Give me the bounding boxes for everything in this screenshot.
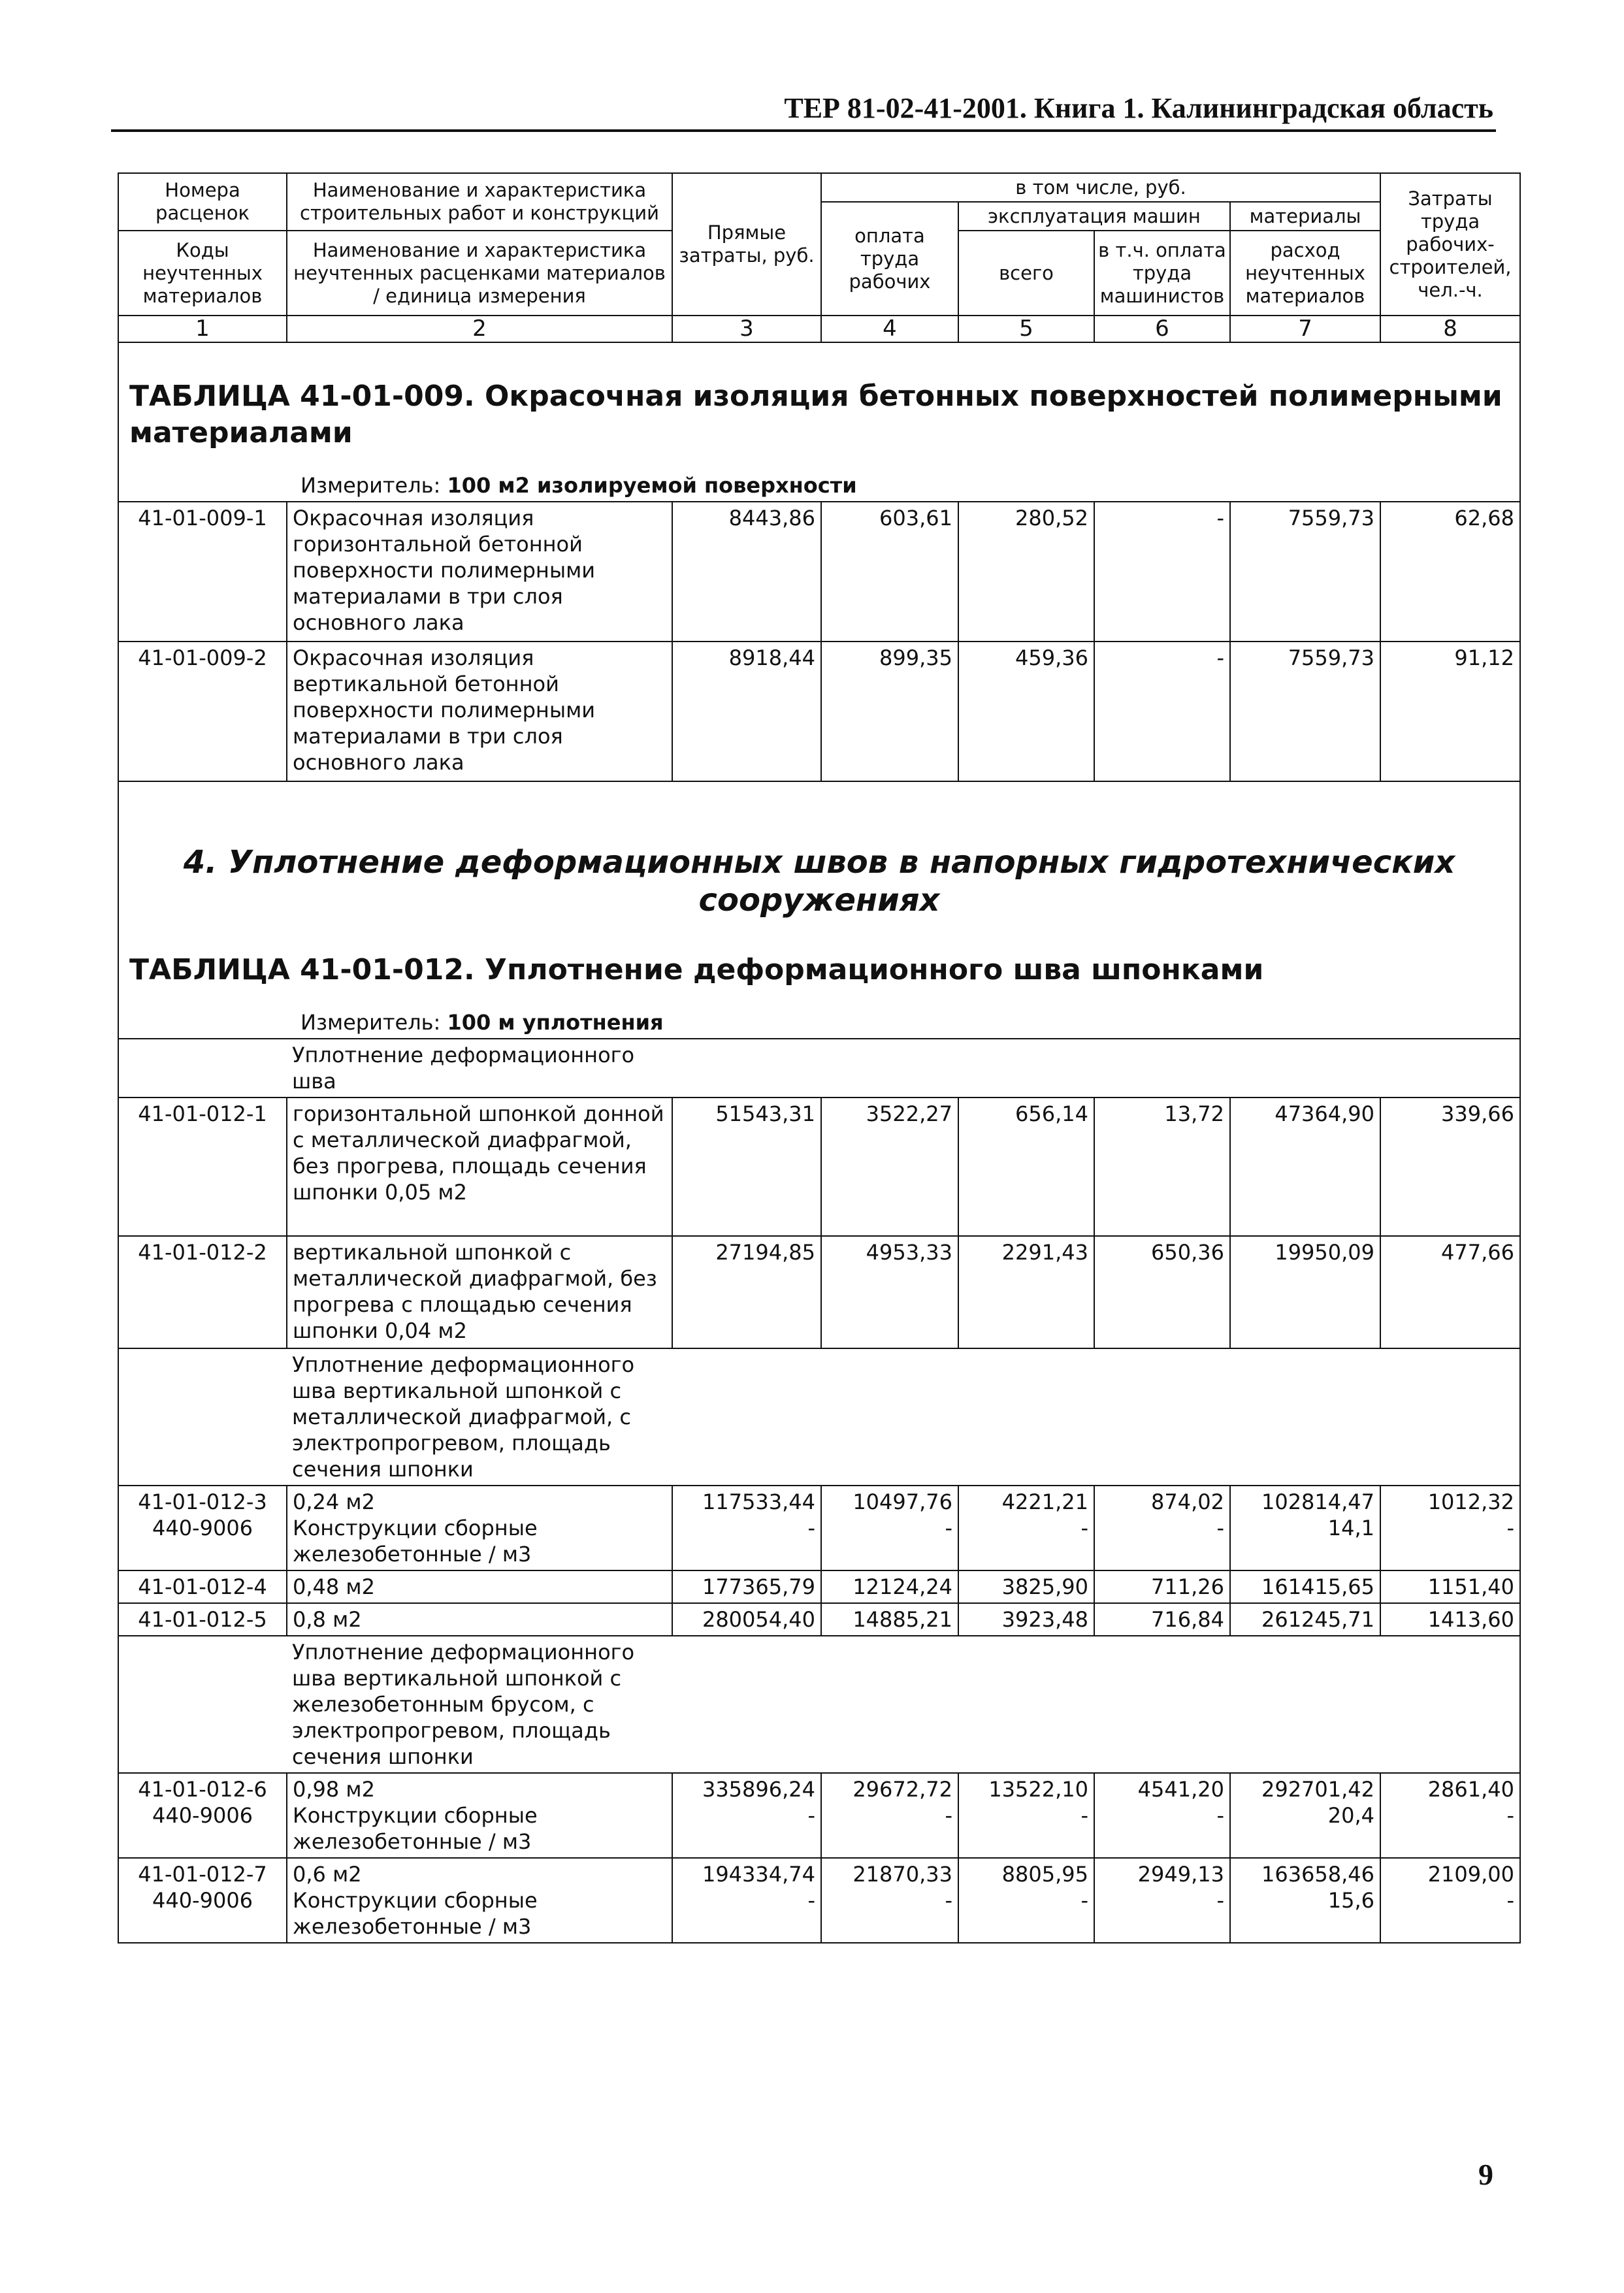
direct-costs: 117533,44 [702,1489,815,1514]
machines-pay: 650,36 [1094,1236,1230,1348]
table-009-banner [118,342,1520,502]
table-009-title: ТАБЛИЦА 41-01-009. Окрасочная изоляция бетонных поверхностей полимерными материалами [129,380,1502,449]
direct-costs: 335896,24 [702,1777,815,1802]
material-direct-costs: - [807,1516,815,1540]
rate-code: 41-01-009-1 [118,502,287,642]
header-name-materials: Наименование и характеристика неучтенных расценками материалов / единица измерения [287,231,672,316]
rate-code: 41-01-009-2 [118,642,287,781]
header-machines: эксплуатация машин [958,202,1230,231]
labor-pay: 10497,76 [853,1489,952,1514]
material-name: Конструкции сборные железобетонные / м3 [293,1888,538,1939]
direct-costs: 8443,86 [672,502,821,642]
labor-pay: 899,35 [821,642,958,781]
col-number-1: 1 [118,316,287,342]
rate-code: 41-01-012-5 [118,1603,287,1636]
machines-pay: 874,02 [1151,1489,1224,1514]
labor-cost: 91,12 [1380,642,1520,781]
rate-code: 41-01-012-3 [138,1489,267,1514]
machines-total: 13522,10 [988,1777,1088,1802]
materials: 292701,42 [1261,1777,1375,1802]
machines-total: 3825,90 [958,1570,1094,1603]
group-label-text: Уплотнение деформационного шва [292,1043,635,1094]
col-number-7: 7 [1230,316,1380,342]
material-labor-pay: - [945,1516,952,1540]
material-consumption: 20,4 [1327,1803,1375,1828]
labor-pay: 21870,33 [853,1862,952,1887]
rate-name: 0,98 м2 [293,1777,375,1802]
measure-value: 100 м2 изолируемой поверхности [447,473,857,498]
rates-table [118,172,1521,1943]
rate-code-cell [118,1858,287,1943]
materials: 161415,65 [1230,1570,1380,1603]
rate-code-cell [118,1486,287,1570]
labor-pay: 4953,33 [821,1236,958,1348]
group-label [287,1039,1520,1098]
rate-name: 0,48 м2 [287,1570,672,1603]
col-number-6: 6 [1094,316,1230,342]
labor-pay: 12124,24 [821,1570,958,1603]
rate-name: 0,6 м2 [293,1862,362,1887]
header-materials: материалы [1230,202,1380,231]
material-labor-pay: - [945,1888,952,1913]
header-labor-cost: Затраты труда рабочих-строителей, чел.-ч. [1380,173,1520,316]
machines-pay: - [1094,502,1230,642]
material-code: 440-9006 [152,1803,253,1828]
table-012-measure [124,1003,1514,1035]
rate-code: 41-01-012-1 [118,1098,287,1236]
rate-code: 41-01-012-4 [118,1570,287,1603]
material-machines-total: - [1080,1516,1088,1540]
material-name: Конструкции сборные железобетонные / м3 [293,1516,538,1567]
table-row [118,642,1520,781]
material-machines-pay: - [1216,1803,1224,1828]
labor-cost: 62,68 [1380,502,1520,642]
material-direct-costs: - [807,1803,815,1828]
section-4-title: 4. Уплотнение деформационных швов в напорных гидротехнических сооружениях [183,844,1455,919]
machines-total: 656,14 [958,1098,1094,1236]
header-labor-pay: оплата труда рабочих [821,202,958,316]
labor-pay: 29672,72 [853,1777,952,1802]
rate-name: горизонтальной шпонкой донной с металлической диафрагмой, без прогрева, площадь сечения шпонки 0,05 м2 [287,1098,672,1236]
group-label [287,1348,1520,1486]
direct-costs: 280054,40 [672,1603,821,1636]
rate-code: 41-01-012-2 [118,1236,287,1348]
header-materials-consumption: расход неучтенных материалов [1230,231,1380,316]
machines-total: 3923,48 [958,1603,1094,1636]
materials: 7559,73 [1230,502,1380,642]
labor-pay: 14885,21 [821,1603,958,1636]
materials: 163658,46 [1261,1862,1375,1887]
direct-costs: 27194,85 [672,1236,821,1348]
header-name: Наименование и характеристика строительных работ и конструкций [287,173,672,231]
table-row [118,1858,1520,1943]
col-number-5: 5 [958,316,1094,342]
material-consumption: 15,6 [1327,1888,1375,1913]
machines-total: 459,36 [958,642,1094,781]
page-number: 9 [1478,2158,1493,2191]
direct-costs: 51543,31 [672,1098,821,1236]
header-machines-total: всего [958,231,1094,316]
machines-total: 280,52 [958,502,1094,642]
labor-cost: 1413,60 [1380,1603,1520,1636]
table-row [118,1570,1520,1603]
header-rule [111,129,1496,132]
header-rates-no: Номера расценок [118,173,287,231]
header-direct-costs: Прямые затраты, руб. [672,173,821,316]
labor-cost: 2861,40 [1427,1777,1515,1802]
labor-pay: 3522,27 [821,1098,958,1236]
rate-name: Окрасочная изоляция горизонтальной бетонной поверхности полимерными материалами в три слоя основного лака [287,502,672,642]
labor-cost: 2109,00 [1427,1862,1515,1887]
material-consumption: 14,1 [1327,1516,1375,1540]
machines-pay: 13,72 [1094,1098,1230,1236]
labor-pay: 603,61 [821,502,958,642]
table-row [118,1773,1520,1858]
col-number-2: 2 [287,316,672,342]
measure-label: Измеритель: [300,1010,441,1035]
rate-name-cell [287,1773,672,1858]
direct-costs: 8918,44 [672,642,821,781]
material-machines-pay: - [1216,1516,1224,1540]
labor-cost: 1151,40 [1380,1570,1520,1603]
rate-name: вертикальной шпонкой с металлической диафрагмой, без прогрева с площадью сечения шпонки 0,04 м2 [287,1236,672,1348]
materials: 261245,71 [1230,1603,1380,1636]
machines-pay: - [1094,642,1230,781]
material-machines-total: - [1080,1803,1088,1828]
material-code: 440-9006 [152,1516,253,1540]
table-row [118,1098,1520,1236]
materials: 7559,73 [1230,642,1380,781]
col-number-4: 4 [821,316,958,342]
materials: 102814,47 [1261,1489,1375,1514]
table-row [118,502,1520,642]
material-direct-costs: - [807,1888,815,1913]
material-labor-cost: - [1506,1803,1515,1828]
col-number-8: 8 [1380,316,1520,342]
rate-name: 0,24 м2 [293,1489,375,1514]
measure-value: 100 м уплотнения [447,1010,664,1035]
table-row [118,1236,1520,1348]
direct-costs: 194334,74 [702,1862,815,1887]
rate-name: Окрасочная изоляция вертикальной бетонной поверхности полимерными материалами в три слоя основного лака [287,642,672,781]
machines-pay: 4541,20 [1137,1777,1224,1802]
rate-code-cell [118,1773,287,1858]
machines-pay: 2949,13 [1137,1862,1224,1887]
machines-total: 8805,95 [1001,1862,1088,1887]
materials: 19950,09 [1230,1236,1380,1348]
direct-costs: 177365,79 [672,1570,821,1603]
machines-total: 4221,21 [1001,1489,1088,1514]
material-code: 440-9006 [152,1888,253,1913]
rate-name-cell [287,1486,672,1570]
header-codes: Коды неучтенных материалов [118,231,287,316]
header-including: в том числе, руб. [821,173,1380,202]
machines-total: 2291,43 [958,1236,1094,1348]
section-4-banner [118,781,1520,1039]
table-009-measure [124,466,1514,498]
group-label [287,1636,1520,1773]
rate-code: 41-01-012-7 [138,1862,267,1887]
machines-pay: 716,84 [1094,1603,1230,1636]
group-label-text: Уплотнение деформационного шва вертикальной шпонкой с металлической диафрагмой, с электропрогревом, площадь сечения шпонки [292,1352,635,1482]
table-row [118,1603,1520,1636]
material-labor-cost: - [1506,1888,1515,1913]
labor-cost: 1012,32 [1427,1489,1515,1514]
rate-name-cell [287,1858,672,1943]
materials: 47364,90 [1230,1098,1380,1236]
machines-pay: 711,26 [1094,1570,1230,1603]
labor-cost: 477,66 [1380,1236,1520,1348]
header-machines-pay: в т.ч. оплата труда машинистов [1094,231,1230,316]
table-012-title: ТАБЛИЦА 41-01-012. Уплотнение деформационного шва шпонками [129,953,1264,986]
group-label-text: Уплотнение деформационного шва вертикальной шпонкой с железобетонным брусом, с электропрогревом, площадь сечения шпонки [292,1640,635,1769]
material-labor-pay: - [945,1803,952,1828]
material-name: Конструкции сборные железобетонные / м3 [293,1803,538,1854]
material-machines-pay: - [1216,1888,1224,1913]
table-row [118,1486,1520,1570]
rate-code: 41-01-012-6 [138,1777,267,1802]
material-labor-cost: - [1506,1516,1515,1540]
labor-cost: 339,66 [1380,1098,1520,1236]
rate-name: 0,8 м2 [287,1603,672,1636]
material-machines-total: - [1080,1888,1088,1913]
col-number-3: 3 [672,316,821,342]
document-header: ТЕР 81-02-41-2001. Книга 1. Калининградская область [784,92,1493,124]
measure-label: Измеритель: [300,473,441,498]
